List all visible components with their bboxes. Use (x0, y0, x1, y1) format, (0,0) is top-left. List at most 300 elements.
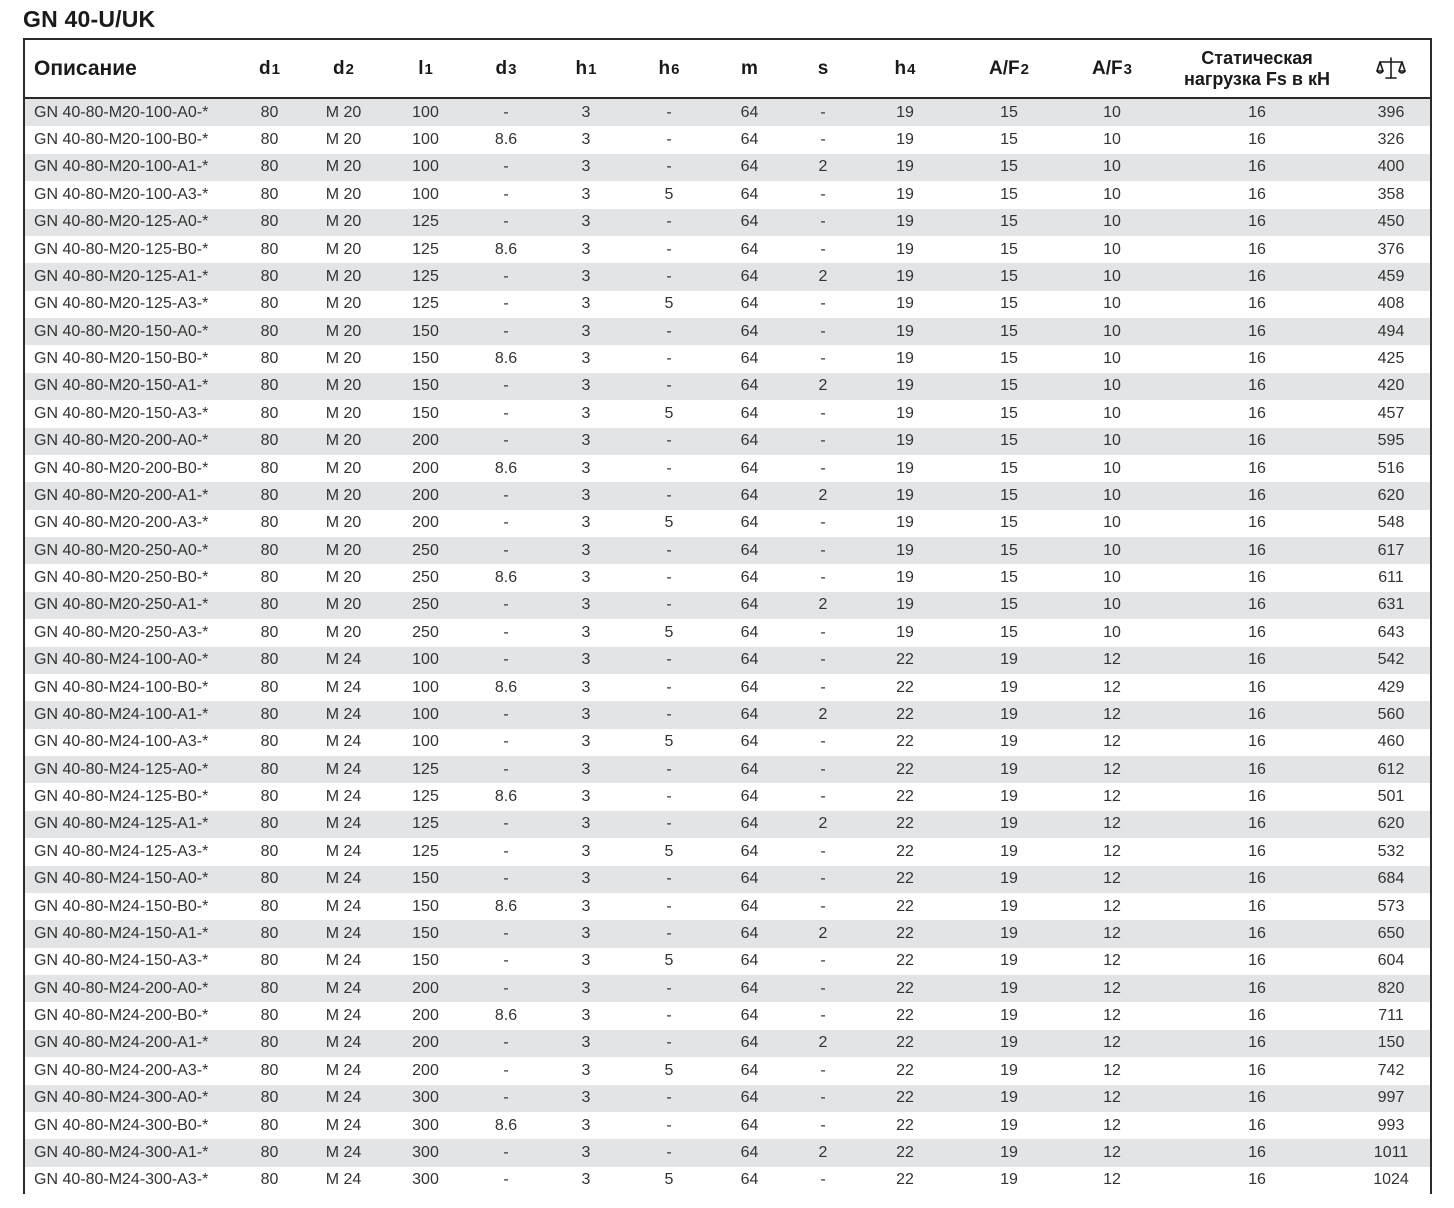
cell-h6: - (631, 209, 707, 236)
cell-s: - (792, 756, 854, 783)
cell-description: GN 40-80-M24-200-A3-* (25, 1057, 232, 1084)
cell-d2: M 20 (307, 482, 380, 509)
cell-d2: M 24 (307, 838, 380, 865)
cell-weight: 494 (1352, 318, 1430, 345)
cell-s: 2 (792, 154, 854, 181)
cell-af3: 10 (1062, 181, 1162, 208)
table-row (25, 428, 1430, 455)
cell-weight: 457 (1352, 400, 1430, 427)
cell-weight: 425 (1352, 345, 1430, 372)
cell-description: GN 40-80-M24-100-A1-* (25, 701, 232, 728)
cell-s: - (792, 209, 854, 236)
cell-h4: 19 (854, 209, 956, 236)
table-row (25, 1167, 1430, 1194)
col-header-d3-subscript: 3 (508, 60, 517, 78)
cell-d3: - (471, 510, 541, 537)
cell-af3: 10 (1062, 318, 1162, 345)
cell-af2: 19 (956, 1030, 1062, 1057)
col-header-af3-subscript: 3 (1123, 60, 1132, 78)
cell-d1: 80 (232, 1167, 307, 1194)
cell-m: 64 (707, 1085, 792, 1112)
cell-d1: 80 (232, 592, 307, 619)
cell-h4: 22 (854, 948, 956, 975)
col-header-h4-subscript: 4 (907, 60, 916, 78)
cell-static-load: 16 (1162, 729, 1352, 756)
cell-description: GN 40-80-M24-100-B0-* (25, 674, 232, 701)
cell-d2: M 24 (307, 674, 380, 701)
cell-d2: M 24 (307, 1112, 380, 1139)
cell-weight: 326 (1352, 126, 1430, 153)
col-header-h4 (854, 40, 956, 98)
cell-s: 2 (792, 920, 854, 947)
cell-weight: 460 (1352, 729, 1430, 756)
cell-d1: 80 (232, 373, 307, 400)
cell-l1: 150 (380, 373, 471, 400)
cell-d1: 80 (232, 455, 307, 482)
cell-d3: - (471, 701, 541, 728)
cell-d1: 80 (232, 729, 307, 756)
cell-weight: 420 (1352, 373, 1430, 400)
cell-l1: 200 (380, 1057, 471, 1084)
table-row (25, 975, 1430, 1002)
cell-m: 64 (707, 1030, 792, 1057)
cell-m: 64 (707, 838, 792, 865)
cell-af2: 15 (956, 564, 1062, 591)
cell-d2: M 24 (307, 756, 380, 783)
cell-d1: 80 (232, 701, 307, 728)
cell-m: 64 (707, 1167, 792, 1194)
cell-description: GN 40-80-M24-100-A3-* (25, 729, 232, 756)
cell-h6: 5 (631, 619, 707, 646)
cell-m: 64 (707, 482, 792, 509)
cell-static-load: 16 (1162, 1167, 1352, 1194)
cell-static-load: 16 (1162, 510, 1352, 537)
cell-l1: 200 (380, 482, 471, 509)
col-header-af3 (1062, 40, 1162, 98)
cell-s: - (792, 783, 854, 810)
cell-d2: M 24 (307, 811, 380, 838)
cell-af2: 19 (956, 1057, 1062, 1084)
cell-l1: 125 (380, 811, 471, 838)
cell-h1: 3 (541, 400, 631, 427)
col-header-d3-label: d (495, 57, 508, 79)
cell-h6: - (631, 373, 707, 400)
cell-static-load: 16 (1162, 1139, 1352, 1166)
cell-s: 2 (792, 701, 854, 728)
cell-af3: 10 (1062, 592, 1162, 619)
table-row (25, 154, 1430, 181)
table-row (25, 838, 1430, 865)
cell-h1: 3 (541, 866, 631, 893)
cell-h6: - (631, 592, 707, 619)
cell-af3: 12 (1062, 811, 1162, 838)
cell-h1: 3 (541, 920, 631, 947)
cell-af2: 19 (956, 1139, 1062, 1166)
cell-weight: 711 (1352, 1002, 1430, 1029)
cell-h4: 19 (854, 318, 956, 345)
cell-description: GN 40-80-M24-100-A0-* (25, 647, 232, 674)
cell-d1: 80 (232, 920, 307, 947)
cell-d1: 80 (232, 537, 307, 564)
cell-m: 64 (707, 154, 792, 181)
cell-af3: 12 (1062, 1085, 1162, 1112)
cell-weight: 611 (1352, 564, 1430, 591)
cell-weight: 400 (1352, 154, 1430, 181)
cell-af3: 12 (1062, 1167, 1162, 1194)
cell-h1: 3 (541, 1139, 631, 1166)
cell-d3: - (471, 181, 541, 208)
cell-h6: - (631, 811, 707, 838)
cell-af2: 15 (956, 510, 1062, 537)
cell-h1: 3 (541, 263, 631, 290)
cell-af2: 15 (956, 400, 1062, 427)
cell-d2: M 20 (307, 537, 380, 564)
cell-description: GN 40-80-M20-125-A0-* (25, 209, 232, 236)
cell-af2: 15 (956, 126, 1062, 153)
cell-s: - (792, 537, 854, 564)
table-row (25, 1112, 1430, 1139)
cell-d1: 80 (232, 647, 307, 674)
cell-static-load: 16 (1162, 126, 1352, 153)
cell-weight: 1011 (1352, 1139, 1430, 1166)
cell-af2: 15 (956, 209, 1062, 236)
cell-h1: 3 (541, 1167, 631, 1194)
cell-af3: 12 (1062, 1030, 1162, 1057)
cell-s: - (792, 1057, 854, 1084)
cell-weight: 620 (1352, 482, 1430, 509)
cell-l1: 200 (380, 428, 471, 455)
col-header-h4-label: h (894, 57, 907, 79)
cell-weight: 542 (1352, 647, 1430, 674)
table-row (25, 373, 1430, 400)
cell-h6: - (631, 98, 707, 126)
table-row (25, 893, 1430, 920)
cell-d3: - (471, 1139, 541, 1166)
cell-af3: 12 (1062, 1002, 1162, 1029)
cell-h4: 19 (854, 126, 956, 153)
cell-d1: 80 (232, 975, 307, 1002)
cell-d1: 80 (232, 428, 307, 455)
cell-d1: 80 (232, 1112, 307, 1139)
col-header-m (707, 40, 792, 98)
cell-d2: M 24 (307, 948, 380, 975)
cell-m: 64 (707, 373, 792, 400)
cell-description: GN 40-80-M24-125-A0-* (25, 756, 232, 783)
table-row (25, 291, 1430, 318)
cell-h4: 22 (854, 729, 956, 756)
cell-static-load: 16 (1162, 318, 1352, 345)
cell-h1: 3 (541, 510, 631, 537)
table-row (25, 756, 1430, 783)
weight-scale-icon (1376, 56, 1406, 82)
cell-m: 64 (707, 756, 792, 783)
cell-h6: - (631, 428, 707, 455)
cell-s: - (792, 126, 854, 153)
cell-h4: 22 (854, 756, 956, 783)
cell-l1: 125 (380, 209, 471, 236)
table-row (25, 811, 1430, 838)
cell-weight: 429 (1352, 674, 1430, 701)
cell-weight: 548 (1352, 510, 1430, 537)
cell-description: GN 40-80-M24-125-A1-* (25, 811, 232, 838)
cell-d2: M 24 (307, 1167, 380, 1194)
cell-static-load: 16 (1162, 209, 1352, 236)
cell-d1: 80 (232, 783, 307, 810)
cell-s: - (792, 893, 854, 920)
cell-h1: 3 (541, 318, 631, 345)
cell-m: 64 (707, 701, 792, 728)
col-header-h6 (631, 40, 707, 98)
cell-h6: 5 (631, 729, 707, 756)
cell-h4: 19 (854, 455, 956, 482)
cell-l1: 150 (380, 318, 471, 345)
cell-af3: 12 (1062, 756, 1162, 783)
cell-af2: 15 (956, 345, 1062, 372)
cell-af3: 10 (1062, 455, 1162, 482)
cell-static-load: 16 (1162, 674, 1352, 701)
cell-h1: 3 (541, 1002, 631, 1029)
col-header-weight (1352, 40, 1430, 98)
cell-static-load: 16 (1162, 866, 1352, 893)
cell-d3: - (471, 948, 541, 975)
table-row (25, 1139, 1430, 1166)
cell-h4: 22 (854, 1002, 956, 1029)
cell-s: - (792, 564, 854, 591)
cell-af2: 19 (956, 838, 1062, 865)
cell-d1: 80 (232, 756, 307, 783)
cell-l1: 250 (380, 592, 471, 619)
col-header-description-label: Описание (34, 56, 137, 80)
cell-d3: - (471, 98, 541, 126)
cell-h1: 3 (541, 98, 631, 126)
cell-h1: 3 (541, 1112, 631, 1139)
cell-h6: 5 (631, 181, 707, 208)
cell-s: - (792, 318, 854, 345)
cell-af2: 15 (956, 373, 1062, 400)
cell-h4: 22 (854, 838, 956, 865)
cell-af3: 10 (1062, 345, 1162, 372)
cell-h1: 3 (541, 482, 631, 509)
cell-d1: 80 (232, 674, 307, 701)
cell-h1: 3 (541, 619, 631, 646)
cell-d2: M 20 (307, 373, 380, 400)
cell-d3: 8.6 (471, 893, 541, 920)
cell-static-load: 16 (1162, 455, 1352, 482)
cell-d1: 80 (232, 345, 307, 372)
cell-description: GN 40-80-M24-150-B0-* (25, 893, 232, 920)
cell-af2: 19 (956, 674, 1062, 701)
cell-s: - (792, 1085, 854, 1112)
table-row (25, 482, 1430, 509)
cell-l1: 200 (380, 1002, 471, 1029)
cell-h4: 19 (854, 373, 956, 400)
cell-h6: - (631, 236, 707, 263)
cell-static-load: 16 (1162, 975, 1352, 1002)
cell-m: 64 (707, 811, 792, 838)
cell-h6: - (631, 866, 707, 893)
table-row (25, 1085, 1430, 1112)
cell-d2: M 20 (307, 318, 380, 345)
cell-s: - (792, 674, 854, 701)
cell-m: 64 (707, 1002, 792, 1029)
col-header-d2-label: d (333, 57, 345, 79)
cell-d1: 80 (232, 154, 307, 181)
cell-h1: 3 (541, 701, 631, 728)
cell-d2: M 20 (307, 564, 380, 591)
cell-m: 64 (707, 1057, 792, 1084)
cell-h6: - (631, 564, 707, 591)
cell-h4: 22 (854, 975, 956, 1002)
cell-d3: - (471, 154, 541, 181)
col-header-l1 (380, 40, 471, 98)
cell-m: 64 (707, 866, 792, 893)
cell-l1: 150 (380, 948, 471, 975)
cell-m: 64 (707, 126, 792, 153)
cell-l1: 100 (380, 181, 471, 208)
cell-af2: 15 (956, 236, 1062, 263)
cell-d3: - (471, 866, 541, 893)
cell-static-load: 16 (1162, 345, 1352, 372)
table-row (25, 701, 1430, 728)
cell-s: 2 (792, 373, 854, 400)
cell-h4: 19 (854, 619, 956, 646)
cell-af3: 12 (1062, 893, 1162, 920)
cell-description: GN 40-80-M24-300-B0-* (25, 1112, 232, 1139)
cell-d1: 80 (232, 564, 307, 591)
cell-h1: 3 (541, 893, 631, 920)
cell-weight: 617 (1352, 537, 1430, 564)
table-row (25, 318, 1430, 345)
cell-weight: 742 (1352, 1057, 1430, 1084)
cell-d3: 8.6 (471, 126, 541, 153)
cell-d3: - (471, 975, 541, 1002)
cell-static-load: 16 (1162, 838, 1352, 865)
cell-d3: 8.6 (471, 345, 541, 372)
cell-weight: 376 (1352, 236, 1430, 263)
cell-description: GN 40-80-M24-150-A0-* (25, 866, 232, 893)
cell-s: 2 (792, 811, 854, 838)
table-row (25, 647, 1430, 674)
cell-description: GN 40-80-M24-200-A0-* (25, 975, 232, 1002)
cell-static-load: 16 (1162, 428, 1352, 455)
cell-description: GN 40-80-M24-200-A1-* (25, 1030, 232, 1057)
cell-d1: 80 (232, 318, 307, 345)
cell-weight: 684 (1352, 866, 1430, 893)
table-row (25, 537, 1430, 564)
cell-d2: M 20 (307, 619, 380, 646)
cell-af3: 10 (1062, 564, 1162, 591)
cell-af2: 15 (956, 291, 1062, 318)
cell-weight: 595 (1352, 428, 1430, 455)
cell-s: 2 (792, 1139, 854, 1166)
cell-m: 64 (707, 975, 792, 1002)
cell-h1: 3 (541, 564, 631, 591)
col-header-d2 (307, 40, 380, 98)
cell-h6: - (631, 1139, 707, 1166)
cell-h4: 19 (854, 482, 956, 509)
cell-m: 64 (707, 291, 792, 318)
cell-af3: 10 (1062, 510, 1162, 537)
cell-description: GN 40-80-M24-125-B0-* (25, 783, 232, 810)
cell-h4: 22 (854, 1167, 956, 1194)
cell-h4: 19 (854, 181, 956, 208)
cell-h6: 5 (631, 400, 707, 427)
cell-l1: 125 (380, 236, 471, 263)
cell-weight: 997 (1352, 1085, 1430, 1112)
cell-weight: 573 (1352, 893, 1430, 920)
cell-description: GN 40-80-M20-100-B0-* (25, 126, 232, 153)
cell-af3: 10 (1062, 428, 1162, 455)
cell-l1: 100 (380, 98, 471, 126)
cell-af2: 15 (956, 455, 1062, 482)
table-row (25, 1057, 1430, 1084)
cell-weight: 560 (1352, 701, 1430, 728)
cell-af3: 10 (1062, 154, 1162, 181)
cell-af3: 12 (1062, 838, 1162, 865)
table-body (25, 98, 1430, 1194)
cell-af2: 15 (956, 263, 1062, 290)
cell-m: 64 (707, 893, 792, 920)
cell-d2: M 20 (307, 263, 380, 290)
cell-d2: M 20 (307, 209, 380, 236)
table-row (25, 209, 1430, 236)
cell-description: GN 40-80-M20-200-B0-* (25, 455, 232, 482)
cell-af2: 19 (956, 1002, 1062, 1029)
col-header-s (792, 40, 854, 98)
cell-description: GN 40-80-M20-250-B0-* (25, 564, 232, 591)
cell-h4: 19 (854, 345, 956, 372)
cell-m: 64 (707, 510, 792, 537)
col-header-d1-label: d (259, 57, 271, 79)
cell-h4: 19 (854, 510, 956, 537)
cell-description: GN 40-80-M20-125-A3-* (25, 291, 232, 318)
cell-description: GN 40-80-M24-200-B0-* (25, 1002, 232, 1029)
cell-af3: 12 (1062, 647, 1162, 674)
cell-af2: 19 (956, 783, 1062, 810)
cell-s: - (792, 98, 854, 126)
cell-h6: - (631, 920, 707, 947)
cell-h6: - (631, 674, 707, 701)
cell-d3: - (471, 400, 541, 427)
cell-d2: M 20 (307, 400, 380, 427)
cell-s: - (792, 428, 854, 455)
cell-m: 64 (707, 209, 792, 236)
cell-af2: 15 (956, 154, 1062, 181)
cell-h4: 19 (854, 592, 956, 619)
table-row (25, 181, 1430, 208)
cell-h4: 22 (854, 1030, 956, 1057)
cell-s: - (792, 345, 854, 372)
specification-table-frame (23, 38, 1432, 1194)
cell-h6: - (631, 455, 707, 482)
cell-d1: 80 (232, 948, 307, 975)
cell-h1: 3 (541, 647, 631, 674)
cell-weight: 516 (1352, 455, 1430, 482)
cell-h6: - (631, 318, 707, 345)
col-header-d1-subscript: 1 (271, 60, 280, 78)
cell-h6: 5 (631, 1057, 707, 1084)
cell-h4: 22 (854, 783, 956, 810)
cell-h4: 22 (854, 811, 956, 838)
cell-h6: - (631, 1002, 707, 1029)
table-row (25, 564, 1430, 591)
cell-l1: 150 (380, 893, 471, 920)
cell-af3: 10 (1062, 98, 1162, 126)
cell-static-load: 16 (1162, 893, 1352, 920)
cell-d1: 80 (232, 893, 307, 920)
cell-h1: 3 (541, 674, 631, 701)
cell-weight: 620 (1352, 811, 1430, 838)
